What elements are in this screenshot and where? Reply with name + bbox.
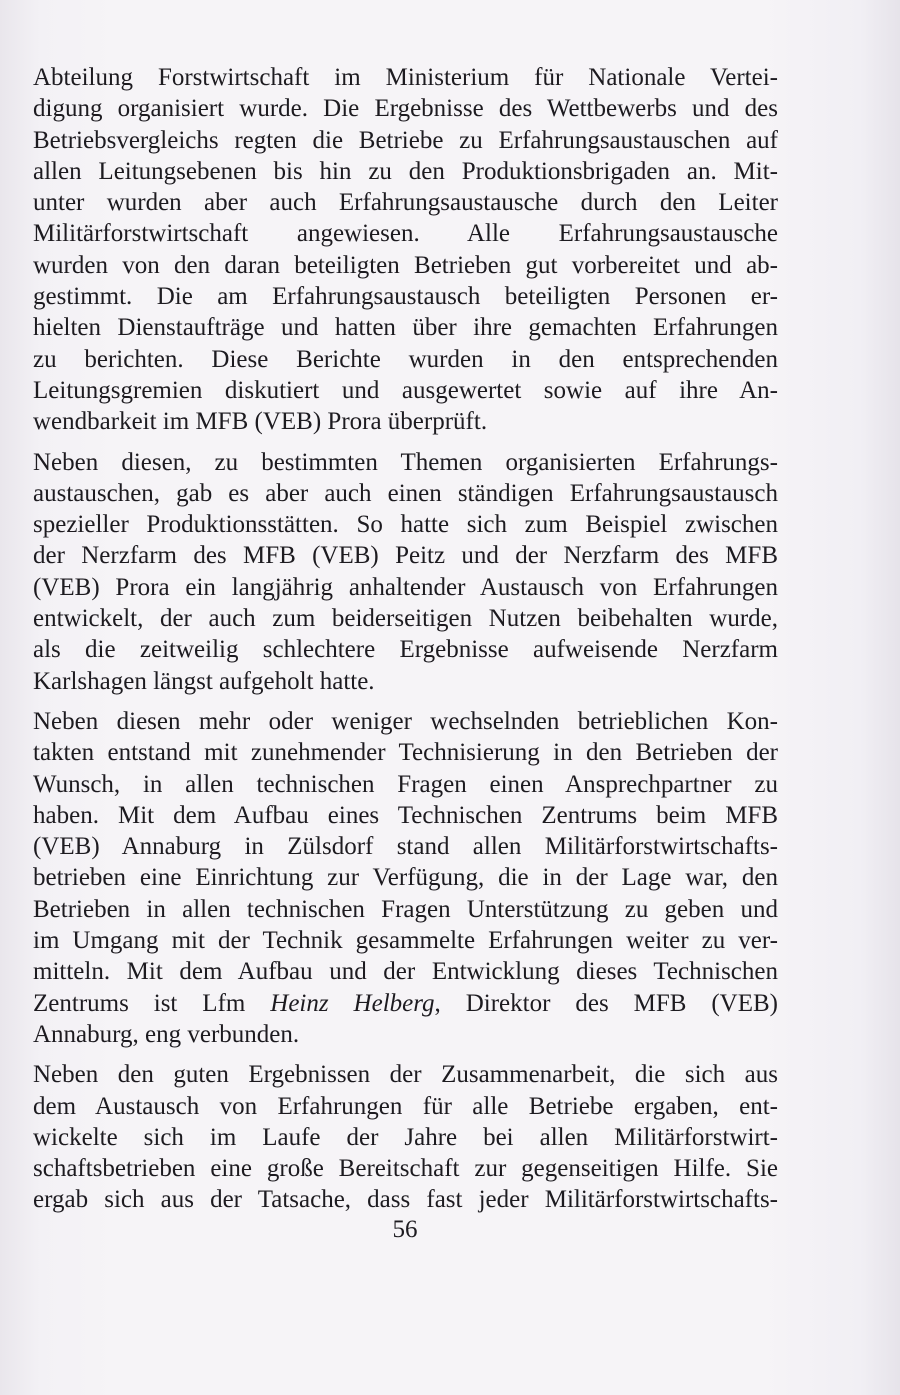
page-number: 56 [392, 1216, 418, 1243]
text-line: wurden von den daran beteiligten Betrieben gut vorbereitet und ab- [33, 251, 778, 279]
text-line: (VEB) Annaburg in Zülsdorf stand allen Militärforstwirtschafts- [33, 833, 778, 861]
text-line: Neben diesen, zu bestimmten Themen organisierten Erfahrungs- [33, 448, 778, 476]
text-line: Wunsch, in allen technischen Fragen einen Ansprechpartner zu [33, 770, 778, 798]
text-line: schaftsbetrieben eine große Bereitschaft zur gegenseitigen Hilfe. Sie [33, 1155, 778, 1183]
paragraph-1 [33, 62, 778, 438]
text-segment: , Direktor des MFB (VEB) [434, 989, 778, 1017]
text-line: Abteilung Forstwirtschaft im Ministerium für Nationale Vertei- [33, 64, 778, 91]
text-line: Neben den guten Ergebnissen der Zusammenarbeit, die sich aus [33, 1061, 778, 1089]
text-line: digung organisiert wurde. Die Ergebnisse des Wettbewerbs und des [33, 95, 778, 123]
text-line: Betrieben in allen technischen Fragen Unterstützung zu geben und [33, 895, 778, 923]
text-line: ergab sich aus der Tatsache, dass fast jeder Militärforstwirtschafts- [33, 1186, 778, 1214]
text-line: austauschen, gab es aber auch einen ständigen Erfahrungsaustausch [33, 479, 778, 507]
text-line: allen Leitungsebenen bis hin zu den Produktionsbrigaden an. Mit- [33, 157, 778, 185]
text-line: Karlshagen längst aufgeholt hatte. [33, 667, 375, 695]
text-line: hielten Dienstaufträge und hatten über ihre gemachten Erfahrungen [33, 314, 778, 342]
text-line: der Nerzfarm des MFB (VEB) Peitz und der Nerzfarm des MFB [33, 542, 778, 570]
text-line: unter wurden aber auch Erfahrungsaustausche durch den Leiter [33, 189, 778, 217]
text-line: als die zeitweilig schlechtere Ergebnisse aufweisende Nerzfarm [33, 636, 778, 664]
text-line: (VEB) Prora ein langjährig anhaltender Austausch von Erfahrungen [33, 573, 778, 601]
text-line: wendbarkeit im MFB (VEB) Prora überprüft. [33, 408, 488, 436]
text-line: Betriebsvergleichs regten die Betriebe zu Erfahrungsaustauschen auf [33, 126, 778, 154]
text-line-with-person [33, 988, 778, 1019]
paragraph-4 [33, 1059, 778, 1215]
text-line: dem Austausch von Erfahrungen für alle Betriebe ergaben, ent- [33, 1092, 778, 1120]
text-line: haben. Mit dem Aufbau eines Technischen Zentrums beim MFB [33, 801, 778, 829]
paragraph-2 [33, 447, 778, 697]
text-line: mitteln. Mit dem Aufbau und der Entwicklung dieses Technischen [33, 958, 778, 986]
text-line: entwickelt, der auch zum beiderseitigen Nutzen beibehalten wurde, [33, 605, 778, 633]
text-line: betrieben eine Einrichtung zur Verfügung, die in der Lage war, den [33, 864, 778, 892]
text-line: Militärforstwirtschaft angewiesen. Alle Erfahrungsaustausche [33, 220, 778, 248]
text-line: zu berichten. Diese Berichte wurden in den entsprechenden [33, 345, 778, 373]
text-line: im Umgang mit der Technik gesammelte Erfahrungen weiter zu ver- [33, 927, 778, 955]
text-line: Neben diesen mehr oder weniger wechselnden betrieblichen Kon- [33, 707, 778, 735]
paragraph-3 [33, 706, 778, 1050]
text-line: takten entstand mit zunehmender Technisierung in den Betrieben der [33, 739, 778, 767]
text-line: wickelte sich im Laufe der Jahre bei allen Militärforstwirt- [33, 1123, 778, 1151]
person-name: Heinz Helberg [270, 989, 435, 1017]
text-line: gestimmt. Die am Erfahrungsaustausch beteiligten Personen er- [33, 283, 778, 311]
text-segment: Zentrums ist Lfm [33, 989, 271, 1017]
text-line: Annaburg, eng verbunden. [33, 1020, 300, 1048]
body-text [33, 62, 778, 1225]
text-line: spezieller Produktionsstätten. So hatte sich zum Beispiel zwischen [33, 511, 778, 539]
text-line: Leitungsgremien diskutiert und ausgewertet sowie auf ihre An- [33, 376, 778, 404]
